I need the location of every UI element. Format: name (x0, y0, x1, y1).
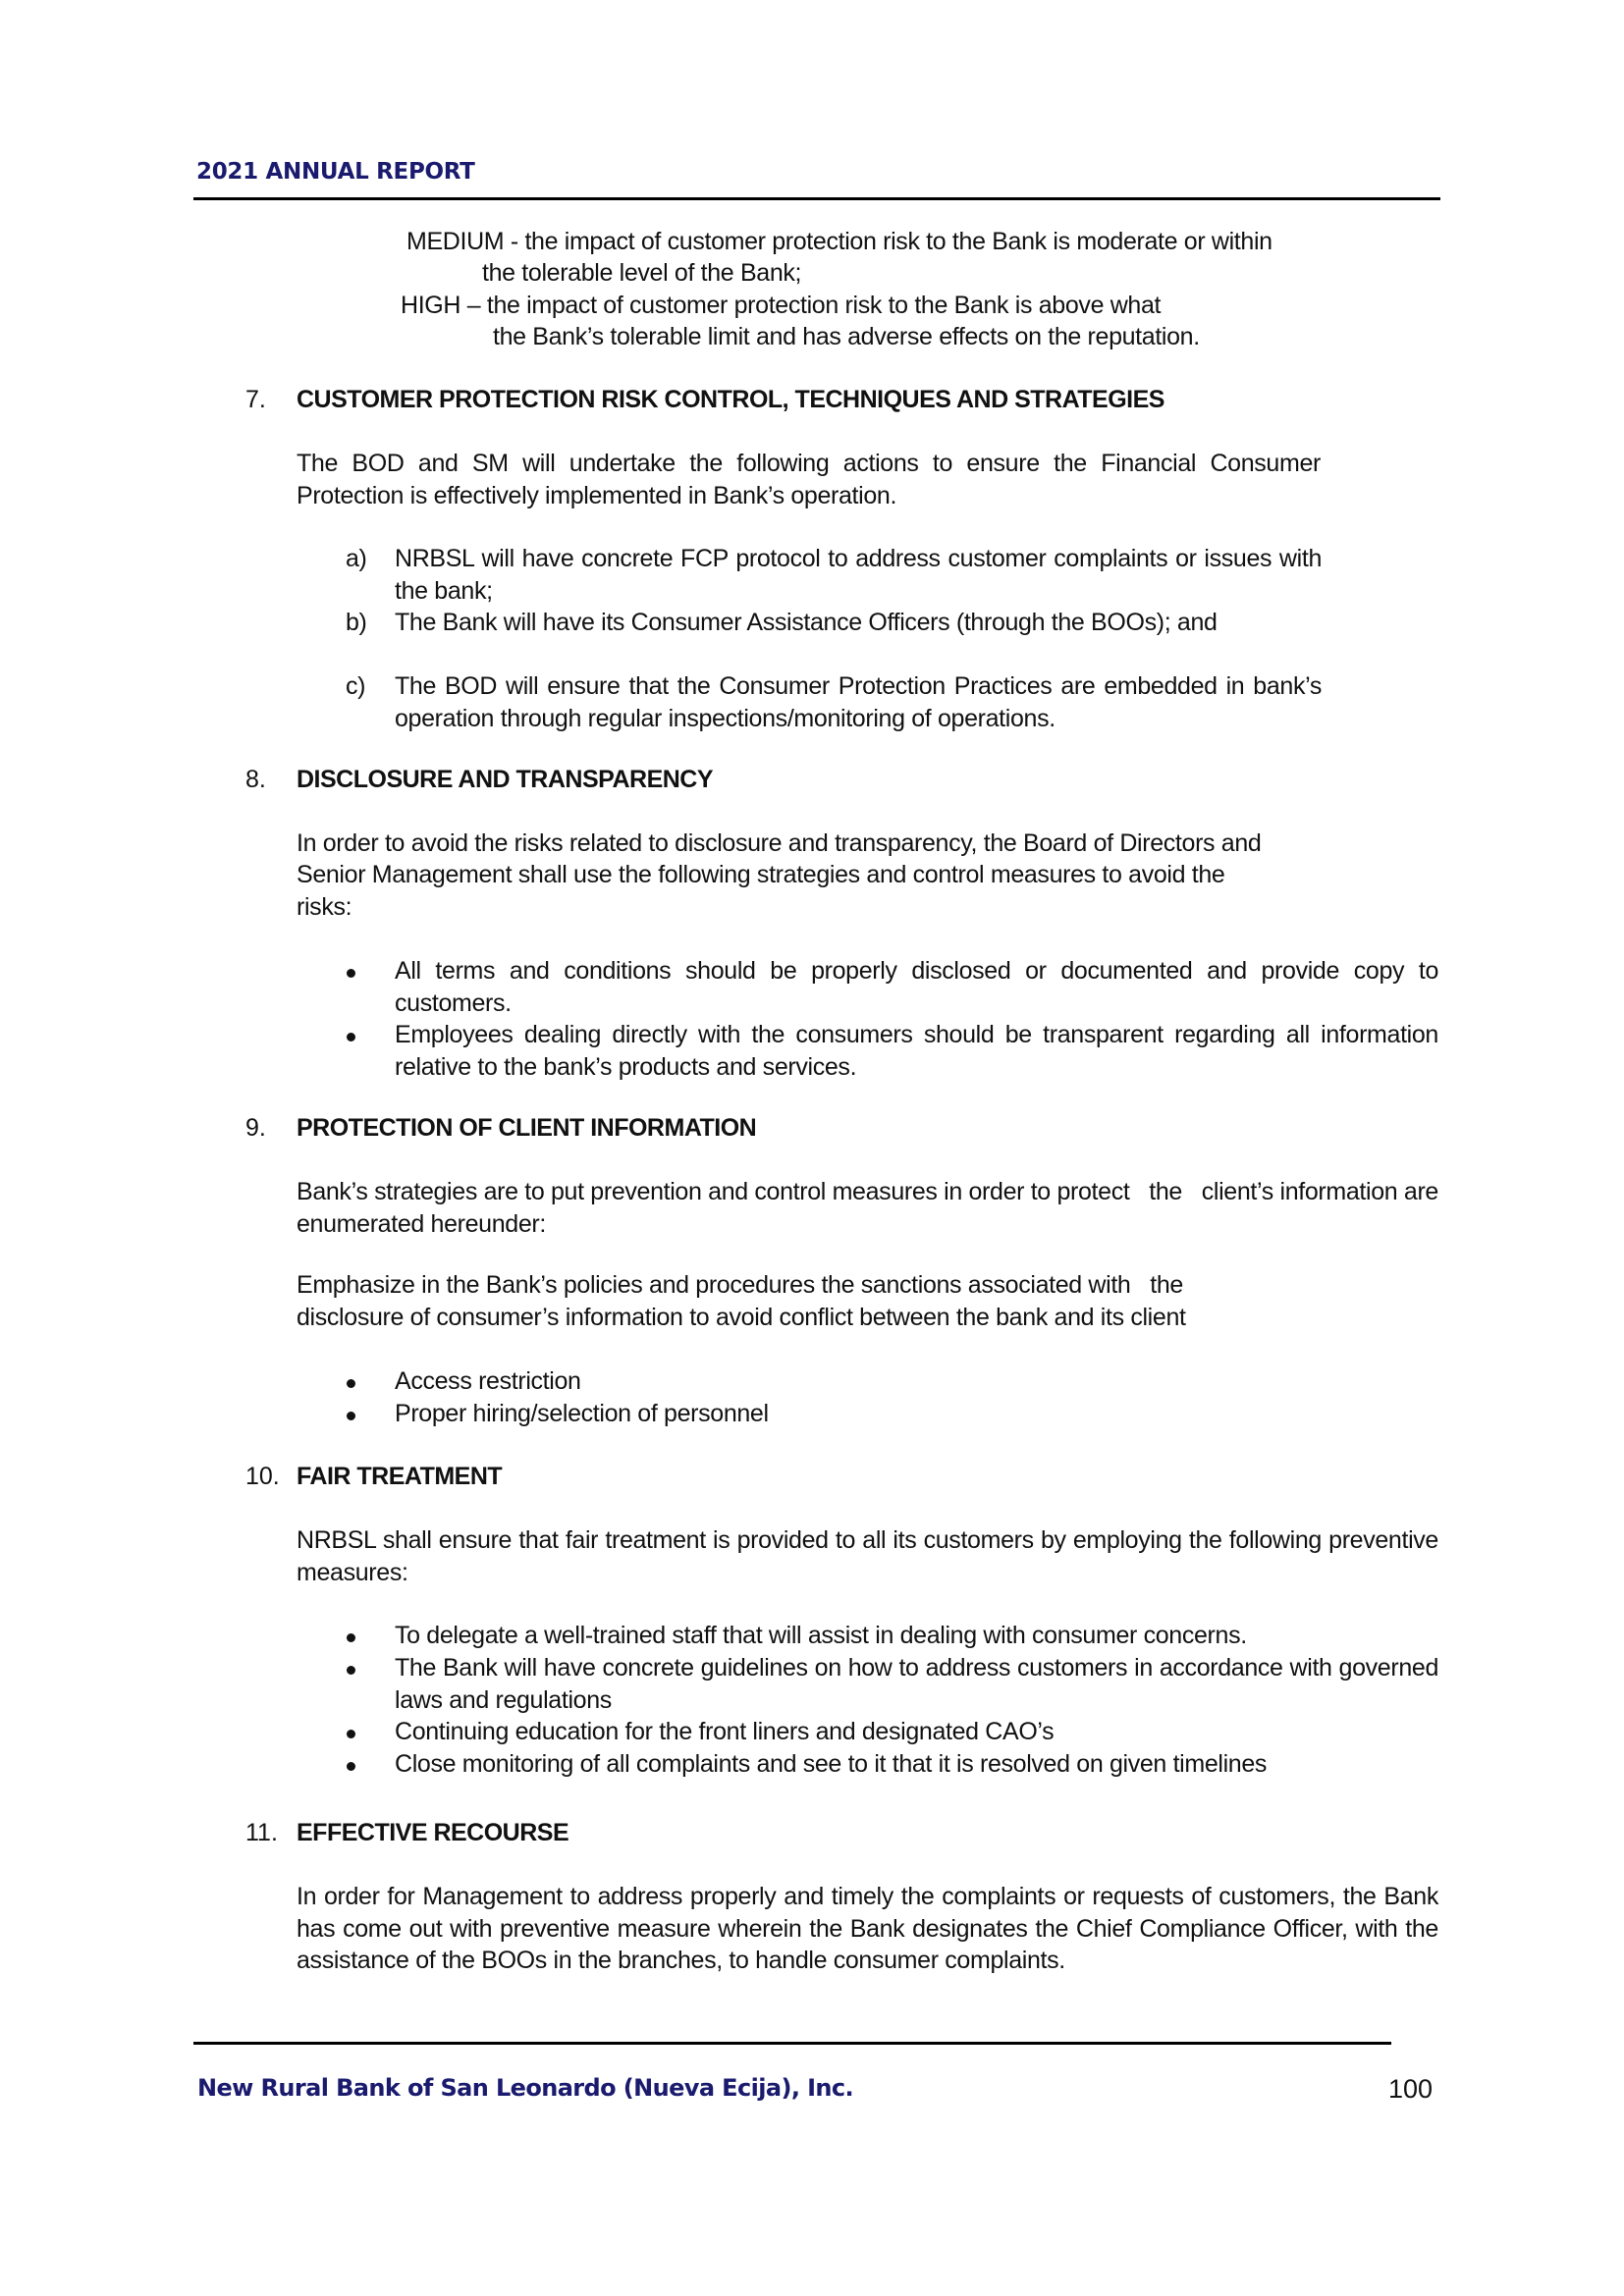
section-7-number: 7. (245, 386, 266, 413)
risk-high-line2: the Bank’s tolerable limit and has adverse effects on the reputation. (493, 323, 1200, 350)
section-7-intro: The BOD and SM will undertake the following actions to ensure the Financial Consumer Protection is effectively implemented in Bank’s operation. (297, 450, 1321, 509)
section-8-intro-line1: In order to avoid the risks related to disclosure and transparency, the Board of Directors and (297, 829, 1262, 857)
risk-medium-line1: MEDIUM - the impact of customer protection risk to the Bank is moderate or within (406, 228, 1272, 255)
risk-high-line1: HIGH – the impact of customer protection risk to the Bank is above what (401, 292, 1162, 319)
report-title: 2021 ANNUAL REPORT (196, 159, 475, 185)
section-10-bullet-3: Continuing education for the front liners and designated CAO’s (395, 1718, 1055, 1745)
bullet-icon (347, 1379, 355, 1388)
section-10-bullet-1: To delegate a well-trained staff that will assist in dealing with consumer concerns. (395, 1622, 1247, 1649)
bullet-icon (347, 1633, 355, 1642)
header-rule (193, 197, 1440, 200)
section-9-bullet-2: Proper hiring/selection of personnel (395, 1400, 769, 1427)
bullet-icon (347, 1666, 355, 1675)
section-7-item-a-marker: a) (346, 545, 367, 572)
section-11-intro: In order for Management to address properly and timely the complaints or requests of customers, the Bank has come out with preventive measure wherein the Bank designates the Chief Compliance Officer, with the assistance of the BOOs in the branches, to handle consumer complaints. (297, 1883, 1438, 1974)
section-8-bullet-2: Employees dealing directly with the consumers should be transparent regarding all information relative to the bank’s products and services. (395, 1021, 1438, 1081)
section-10-bullet-4: Close monitoring of all complaints and see to it that it is resolved on given timelines (395, 1750, 1268, 1778)
bullet-icon (347, 1412, 355, 1420)
footer-company-name: New Rural Bank of San Leonardo (Nueva Ecija), Inc. (197, 2074, 854, 2102)
section-9-paragraph-line1: Emphasize in the Bank’s policies and procedures the sanctions associated with the (297, 1271, 1183, 1299)
bullet-icon (347, 969, 355, 978)
section-8-title: DISCLOSURE AND TRANSPARENCY (297, 766, 714, 793)
section-9-title: PROTECTION OF CLIENT INFORMATION (297, 1114, 757, 1142)
section-9-number: 9. (245, 1114, 266, 1142)
section-11-number: 11. (245, 1819, 278, 1846)
bullet-icon (347, 1730, 355, 1738)
bullet-icon (347, 1762, 355, 1771)
footer-rule (193, 2042, 1391, 2045)
section-9-paragraph-line2: disclosure of consumer’s information to avoid conflict between the bank and its client (297, 1304, 1186, 1331)
section-7-item-a: NRBSL will have concrete FCP protocol to address customer complaints or issues with the bank; (395, 545, 1322, 605)
section-9-bullet-1: Access restriction (395, 1367, 581, 1395)
section-8-number: 8. (245, 766, 266, 793)
risk-medium-line2: the tolerable level of the Bank; (482, 259, 802, 287)
page-number: 100 (1388, 2074, 1434, 2104)
section-7-item-b: The Bank will have its Consumer Assistance Officers (through the BOOs); and (395, 609, 1218, 636)
section-10-title: FAIR TREATMENT (297, 1463, 503, 1490)
section-7-item-c-marker: c) (346, 672, 366, 700)
section-10-bullet-2: The Bank will have concrete guidelines on how to address customers in accordance with governed laws and regulations (395, 1654, 1438, 1714)
section-10-intro: NRBSL shall ensure that fair treatment is provided to all its customers by employing the following preventive measures: (297, 1526, 1438, 1586)
section-8-intro-line3: risks: (297, 893, 352, 921)
section-8-intro-line2: Senior Management shall use the following strategies and control measures to avoid the (297, 861, 1225, 888)
bullet-icon (347, 1033, 355, 1041)
section-8-bullet-1: All terms and conditions should be properly disclosed or documented and provide copy to customers. (395, 957, 1438, 1017)
section-10-number: 10. (245, 1463, 280, 1490)
section-11-title: EFFECTIVE RECOURSE (297, 1819, 569, 1846)
section-7-title: CUSTOMER PROTECTION RISK CONTROL, TECHNIQUES AND STRATEGIES (297, 386, 1164, 413)
section-7-item-b-marker: b) (346, 609, 367, 636)
section-7-item-c: The BOD will ensure that the Consumer Protection Practices are embedded in bank’s operation through regular inspections/monitoring of operations. (395, 672, 1322, 732)
section-9-intro: Bank’s strategies are to put prevention and control measures in order to protect the client’s information are enumerated hereunder: (297, 1178, 1445, 1238)
